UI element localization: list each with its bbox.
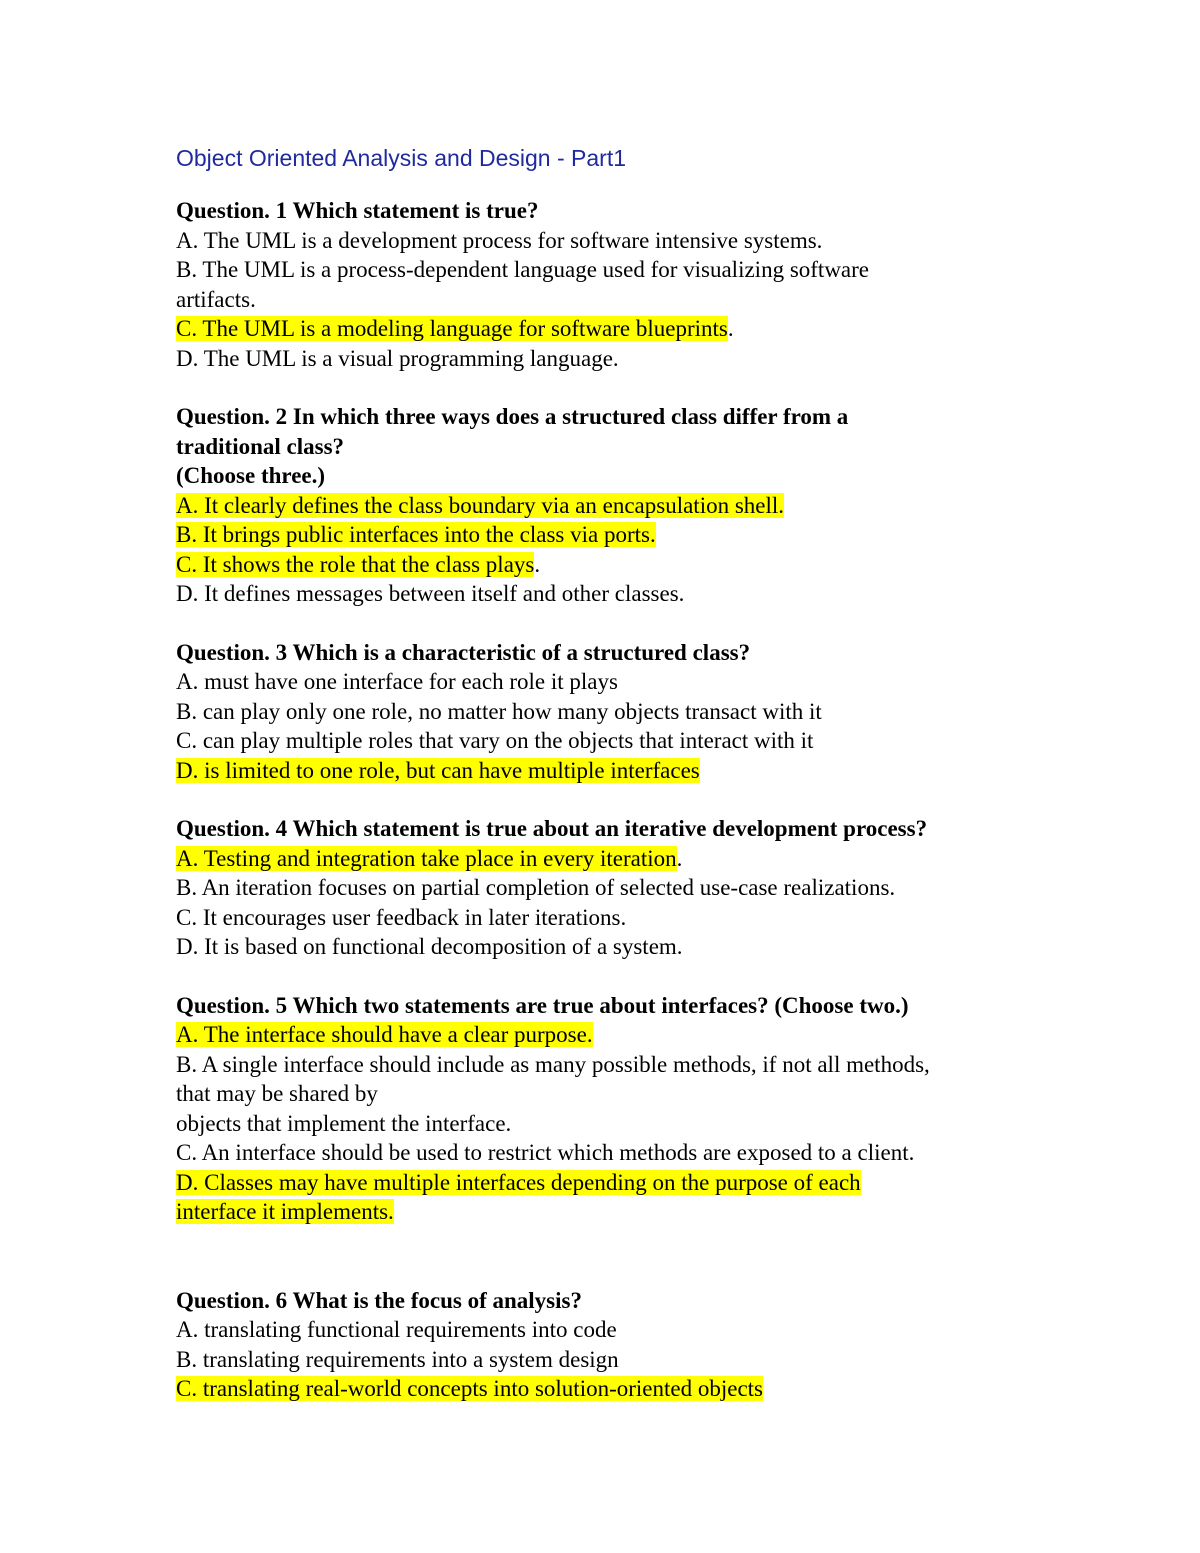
highlight-text: A. The interface should have a clear purpose. bbox=[176, 1022, 593, 1047]
answer-option bbox=[176, 1050, 1076, 1080]
answer-option bbox=[176, 726, 1076, 756]
line-text: B. can play only one role, no matter how many objects transact with it bbox=[176, 698, 822, 724]
line-text: B. translating requirements into a system design bbox=[176, 1346, 619, 1372]
question-text bbox=[176, 638, 1076, 668]
highlighted-answer bbox=[176, 1197, 1076, 1227]
line-text: Question. 2 In which three ways does a structured class differ from a bbox=[176, 404, 849, 429]
question-block bbox=[176, 991, 1076, 1227]
highlighted-answer bbox=[176, 1020, 1076, 1050]
line-text: objects that implement the interface. bbox=[176, 1110, 512, 1136]
answer-option bbox=[176, 932, 1076, 962]
highlighted-answer bbox=[176, 314, 1076, 344]
page-title: Object Oriented Analysis and Design - Part1 bbox=[176, 145, 627, 171]
answer-option bbox=[176, 226, 1076, 256]
answer-option bbox=[176, 285, 1076, 315]
question-block bbox=[176, 196, 1076, 373]
question-block bbox=[176, 402, 1076, 609]
question-list bbox=[176, 196, 1076, 1404]
highlight-text: B. It brings public interfaces into the class via ports. bbox=[176, 522, 656, 547]
answer-option bbox=[176, 1138, 1076, 1168]
answer-option bbox=[176, 1109, 1076, 1139]
line-text: A. translating functional requirements into code bbox=[176, 1317, 617, 1342]
line-text: Question. 4 Which statement is true about an iterative development process? bbox=[176, 816, 928, 841]
line-text: A. The UML is a development process for software intensive systems. bbox=[176, 227, 823, 253]
answer-option bbox=[176, 667, 1076, 697]
question-block bbox=[176, 1286, 1076, 1404]
line-text: D. The UML is a visual programming language. bbox=[176, 345, 619, 371]
question-block bbox=[176, 638, 1076, 786]
line-text: Question. 1 Which statement is true? bbox=[176, 198, 539, 223]
question-text bbox=[176, 1286, 1076, 1316]
line-text: C. An interface should be used to restrict which methods are exposed to a client. bbox=[176, 1140, 915, 1165]
line-tail: . bbox=[534, 551, 541, 577]
answer-option bbox=[176, 873, 1076, 903]
question-text bbox=[176, 402, 1076, 432]
line-text: B. An iteration focuses on partial completion of selected use-case realizations. bbox=[176, 875, 896, 900]
highlight-text: C. translating real-world concepts into solution-oriented objects bbox=[176, 1376, 763, 1401]
answer-option bbox=[176, 344, 1076, 374]
line-tail: . bbox=[676, 845, 683, 871]
answer-option bbox=[176, 1079, 1076, 1109]
line-text: Question. 6 What is the focus of analysis? bbox=[176, 1287, 582, 1313]
answer-option bbox=[176, 255, 1076, 285]
highlighted-answer bbox=[176, 550, 1076, 580]
line-tail: . bbox=[727, 316, 734, 341]
answer-option bbox=[176, 1315, 1076, 1345]
line-text: that may be shared by bbox=[176, 1081, 378, 1106]
question-text bbox=[176, 814, 1076, 844]
highlighted-answer bbox=[176, 1374, 1076, 1404]
document-page bbox=[176, 138, 1076, 1433]
highlight-text: D. Classes may have multiple interfaces depending on the purpose of each bbox=[176, 1169, 861, 1195]
line-text: traditional class? bbox=[176, 433, 345, 459]
answer-option bbox=[176, 1345, 1076, 1375]
highlight-text: A. It clearly defines the class boundary via an encapsulation shell. bbox=[176, 492, 785, 518]
line-text: (Choose three.) bbox=[176, 463, 326, 488]
line-text: A. must have one interface for each role it plays bbox=[176, 669, 618, 694]
answer-option bbox=[176, 903, 1076, 933]
highlight-text: interface it implements. bbox=[176, 1199, 394, 1224]
highlighted-answer bbox=[176, 756, 1076, 786]
line-text: Question. 3 Which is a characteristic of a structured class? bbox=[176, 639, 751, 665]
answer-option bbox=[176, 697, 1076, 727]
highlight-text: C. It shows the role that the class plays bbox=[176, 551, 535, 577]
line-text: C. can play multiple roles that vary on the objects that interact with it bbox=[176, 728, 814, 753]
highlighted-answer bbox=[176, 491, 1076, 521]
highlighted-answer bbox=[176, 520, 1076, 550]
line-text: B. The UML is a process-dependent language used for visualizing software bbox=[176, 257, 869, 282]
highlighted-answer bbox=[176, 844, 1076, 874]
answer-option bbox=[176, 579, 1076, 609]
line-text: B. A single interface should include as many possible methods, if not all methods, bbox=[176, 1051, 930, 1077]
line-text: artifacts. bbox=[176, 286, 256, 312]
question-block bbox=[176, 814, 1076, 962]
line-text: D. It defines messages between itself and other classes. bbox=[176, 581, 685, 606]
question-text bbox=[176, 991, 1076, 1021]
highlighted-answer bbox=[176, 1168, 1076, 1198]
line-text: D. It is based on functional decomposition of a system. bbox=[176, 934, 683, 959]
question-text bbox=[176, 461, 1076, 491]
question-text bbox=[176, 432, 1076, 462]
line-text: Question. 5 Which two statements are true about interfaces? (Choose two.) bbox=[176, 992, 909, 1018]
highlight-text: C. The UML is a modeling language for software blueprints bbox=[176, 316, 728, 341]
highlight-text: D. is limited to one role, but can have multiple interfaces bbox=[176, 757, 700, 783]
question-text bbox=[176, 196, 1076, 226]
line-text: C. It encourages user feedback in later iterations. bbox=[176, 904, 627, 930]
highlight-text: A. Testing and integration take place in every iteration bbox=[176, 845, 677, 871]
